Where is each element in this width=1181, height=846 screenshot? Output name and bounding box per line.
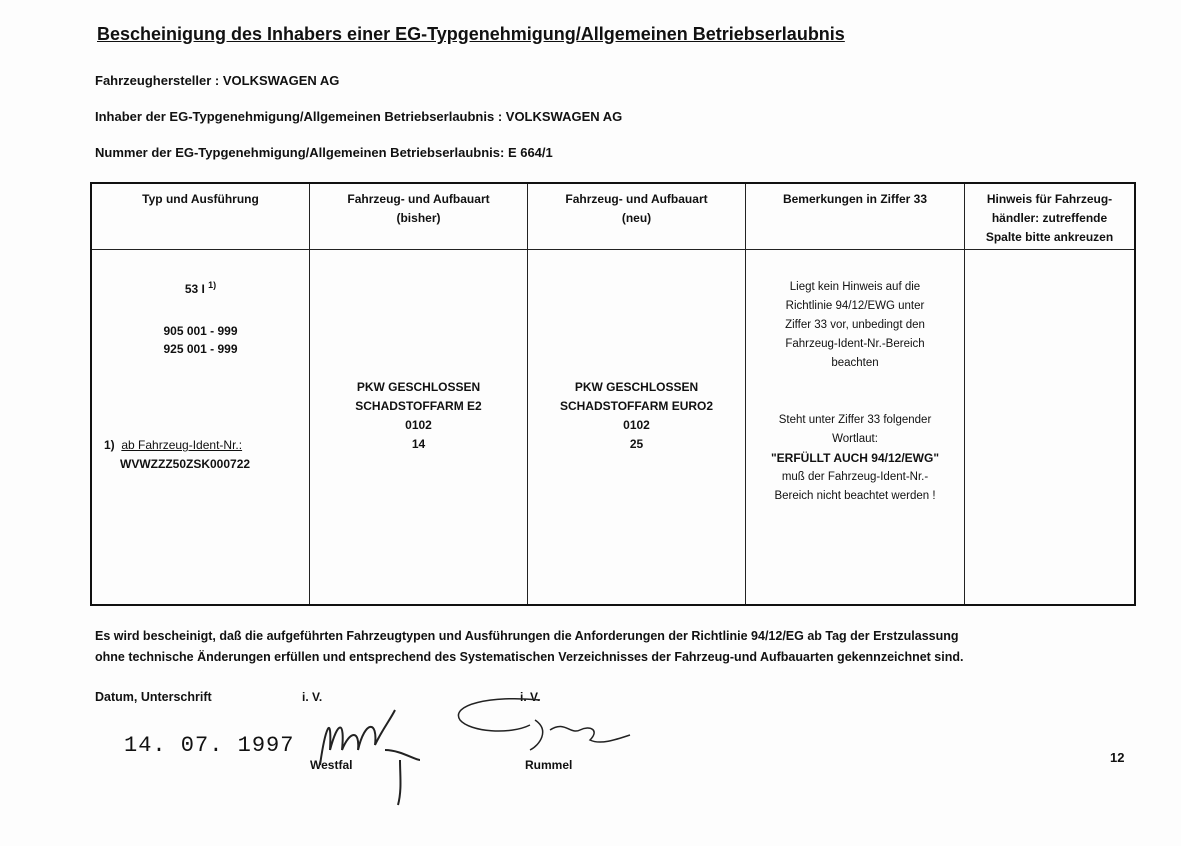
cell-type — [91, 250, 310, 606]
date: 14. 07. 1997 — [124, 733, 295, 758]
header-line: Typ und Ausführung — [142, 192, 259, 206]
header-type — [91, 183, 310, 250]
header-line: händler: zutreffende — [991, 211, 1108, 225]
line: Fahrzeug-Ident-Nr.-Bereich — [785, 338, 925, 350]
header-line: Fahrzeug- und Aufbauart — [347, 192, 490, 206]
line: beachten — [831, 357, 879, 369]
line: 0102 — [623, 418, 650, 432]
type-code: 53 I $^{1)}$ — [184, 280, 217, 296]
signature-prefix: i. V. — [520, 690, 541, 704]
line: Steht unter Ziffer 33 folgender — [778, 414, 932, 426]
header-line: (neu) — [621, 211, 652, 225]
line: PKW GESCHLOSSEN — [356, 380, 481, 394]
date-label: Datum, Unterschrift — [95, 690, 212, 704]
header-line: Bemerkungen in Ziffer 33 — [782, 192, 928, 206]
line: ohne technische Änderungen erfüllen und entsprechend des Systematischen Verzeichnisses der Fahrzeug-und Aufbauarten gekennzeichnet sind. — [95, 650, 964, 664]
line: muß der Fahrzeug-Ident-Nr.- — [781, 471, 929, 483]
header-line: (bisher) — [396, 211, 441, 225]
manufacturer: Fahrzeughersteller : VOLKSWAGEN AG — [95, 73, 340, 88]
line: Es wird bescheinigt, daß die aufgeführten Fahrzeugtypen und Ausführungen die Anforderungen der Richtlinie 94/12/EG ab Tag der Erstzulassung — [95, 629, 959, 643]
line: Liegt kein Hinweis auf die — [789, 281, 921, 293]
header-dealer-note — [965, 183, 1136, 250]
approval-number: Nummer der EG-Typgenehmigung/Allgemeinen Betriebserlaubnis: E 664/1 — [95, 145, 553, 160]
signature-prefix: i. V. — [302, 690, 323, 704]
line: 25 — [629, 437, 644, 451]
line: 0102 — [405, 418, 432, 432]
line: Bereich nicht beachtet werden ! — [774, 490, 936, 502]
header-old — [310, 183, 528, 250]
vehicle-table — [90, 182, 1136, 606]
line: Richtlinie 94/12/EWG unter — [785, 300, 925, 312]
approval-holder: Inhaber der EG-Typgenehmigung/Allgemeinen Betriebserlaubnis : VOLKSWAGEN AG — [95, 109, 623, 124]
cell-dealer-check[interactable] — [965, 250, 1136, 606]
line: "ERFÜLLT AUCH 94/12/EWG" — [770, 451, 940, 465]
document-title: Bescheinigung des Inhabers einer EG-Typgenehmigung/Allgemeinen Betriebserlaubnis — [97, 24, 845, 44]
cell-old — [310, 250, 528, 606]
signatory-name: Westfal — [310, 758, 353, 772]
header-remarks — [746, 183, 965, 250]
type-range: 925 001 - 999 — [163, 342, 238, 356]
footnote: 1) ab Fahrzeug-Ident-Nr.: — [104, 438, 243, 452]
certification-text — [95, 626, 963, 668]
table-row — [91, 250, 1135, 606]
line: Wortlaut: — [832, 433, 878, 445]
signatory-name: Rummel — [525, 758, 573, 772]
table-header-row — [91, 183, 1135, 250]
header-line: Fahrzeug- und Aufbauart — [565, 192, 708, 206]
cell-new — [528, 250, 746, 606]
header-line: Spalte bitte ankreuzen — [985, 230, 1114, 244]
header-new — [528, 183, 746, 250]
line: 14 — [411, 437, 426, 451]
line: PKW GESCHLOSSEN — [574, 380, 699, 394]
line: Ziffer 33 vor, unbedingt den — [785, 319, 925, 331]
vin: WVWZZZ50ZSK000722 — [120, 457, 251, 471]
line: SCHADSTOFFARM EURO2 — [559, 399, 714, 413]
line: SCHADSTOFFARM E2 — [355, 399, 482, 413]
handwritten-signatures — [290, 690, 650, 810]
header-line: Hinweis für Fahrzeug- — [986, 192, 1113, 206]
type-range: 905 001 - 999 — [163, 324, 238, 338]
cell-remarks — [746, 250, 965, 606]
page-number: 12 — [1110, 750, 1125, 765]
